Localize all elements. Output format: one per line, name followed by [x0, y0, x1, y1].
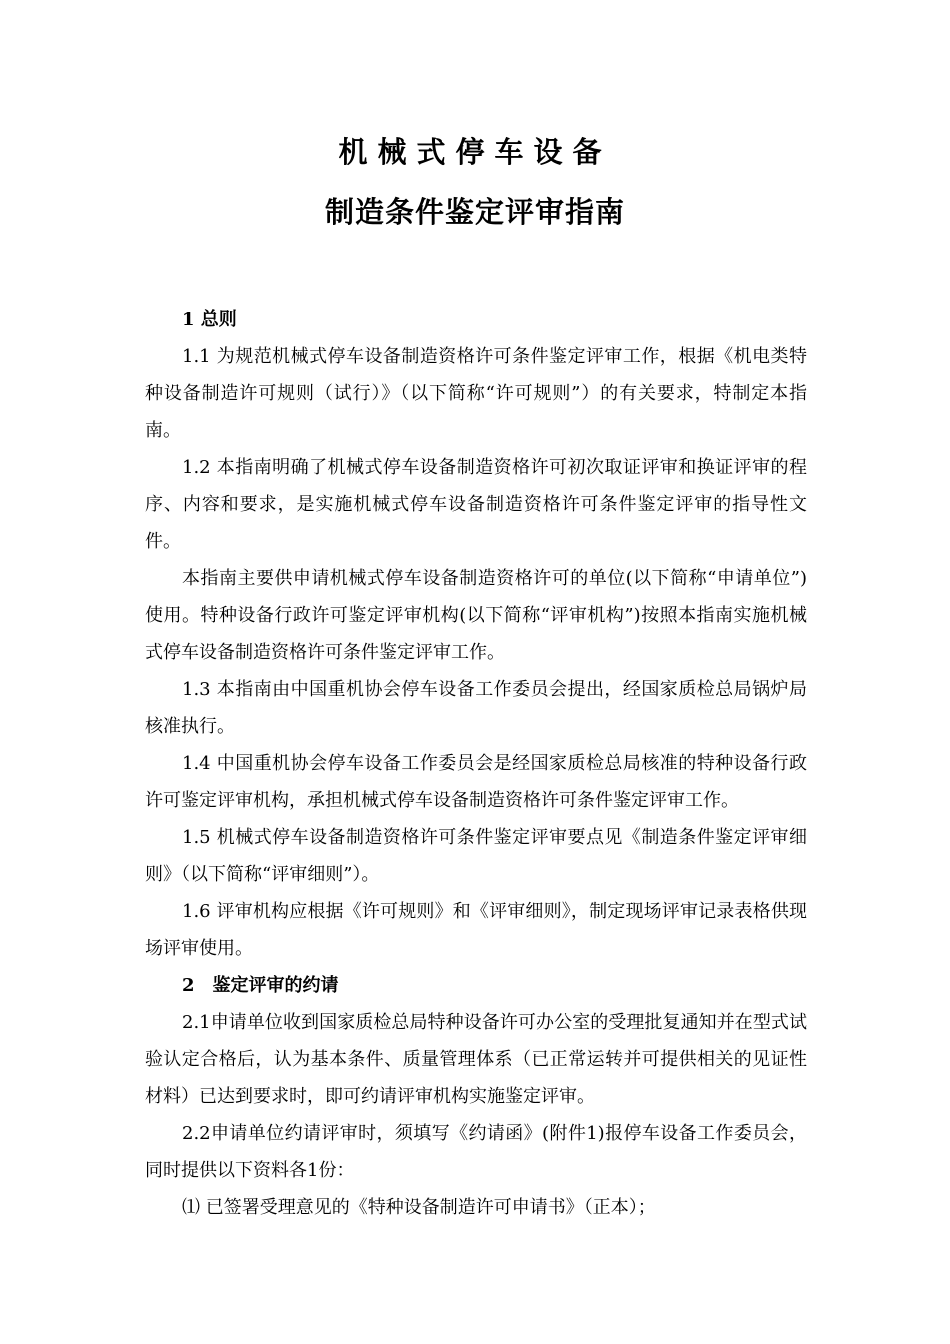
list-item-1: ⑴ 已签署受理意见的《特种设备制造许可申请书》（正本）；	[182, 1197, 656, 1218]
paragraph-1-3: 1.3 本指南由中国重机协会停车设备工作委员会提出，经国家质检总局锅炉局核准执行。	[145, 679, 807, 737]
paragraph-1-5: 1.5 机械式停车设备制造资格许可条件鉴定评审要点见《制造条件鉴定评审细则》（以下简称“评审细则”）。	[145, 827, 807, 885]
paragraph-1-1: 1.1 为规范机械式停车设备制造资格许可条件鉴定评审工作，根据《机电类特种设备制造许可规则（试行）》（以下简称“许可规则”）的有关要求，特制定本指南。	[145, 346, 807, 441]
document-title-line-1: 机械式停车设备	[338, 135, 612, 169]
paragraph-1-2: 1.2 本指南明确了机械式停车设备制造资格许可初次取证评审和换证评审的程序、内容和要求，是实施机械式停车设备制造资格许可条件鉴定评审的指导性文件。	[145, 457, 807, 552]
paragraph-2-2: 2.2申请单位约请评审时，须填写《约请函》(附件1)报停车设备工作委员会，同时提供以下资料各1份：	[145, 1123, 807, 1181]
paragraph-2-1: 2.1申请单位收到国家质检总局特种设备许可办公室的受理批复通知并在型式试验认定合格后，认为基本条件、质量管理体系（已正常运转并可提供相关的见证性材料）已达到要求时，即可约请评审机构实施鉴定评审。	[145, 1012, 807, 1107]
document-title-line-2: 制造条件鉴定评审指南	[324, 195, 625, 229]
paragraph-1-4: 1.4 中国重机协会停车设备工作委员会是经国家质检总局核准的特种设备行政许可鉴定评审机构，承担机械式停车设备制造资格许可条件鉴定评审工作。	[145, 753, 807, 811]
paragraph-1-6: 1.6 评审机构应根据《许可规则》和《评审细则》，制定现场评审记录表格供现场评审使用。	[145, 901, 807, 959]
paragraph-1-2-continued: 本指南主要供申请机械式停车设备制造资格许可的单位(以下简称“申请单位”)使用。特种设备行政许可鉴定评审机构(以下简称“评审机构”)按照本指南实施机械式停车设备制造资格许可条件鉴定评审工作。	[145, 568, 807, 663]
section-2-heading: 2 鉴定评审的约请	[182, 975, 339, 996]
section-1-heading: 1 总则	[182, 309, 237, 330]
document-body	[145, 301, 807, 1226]
